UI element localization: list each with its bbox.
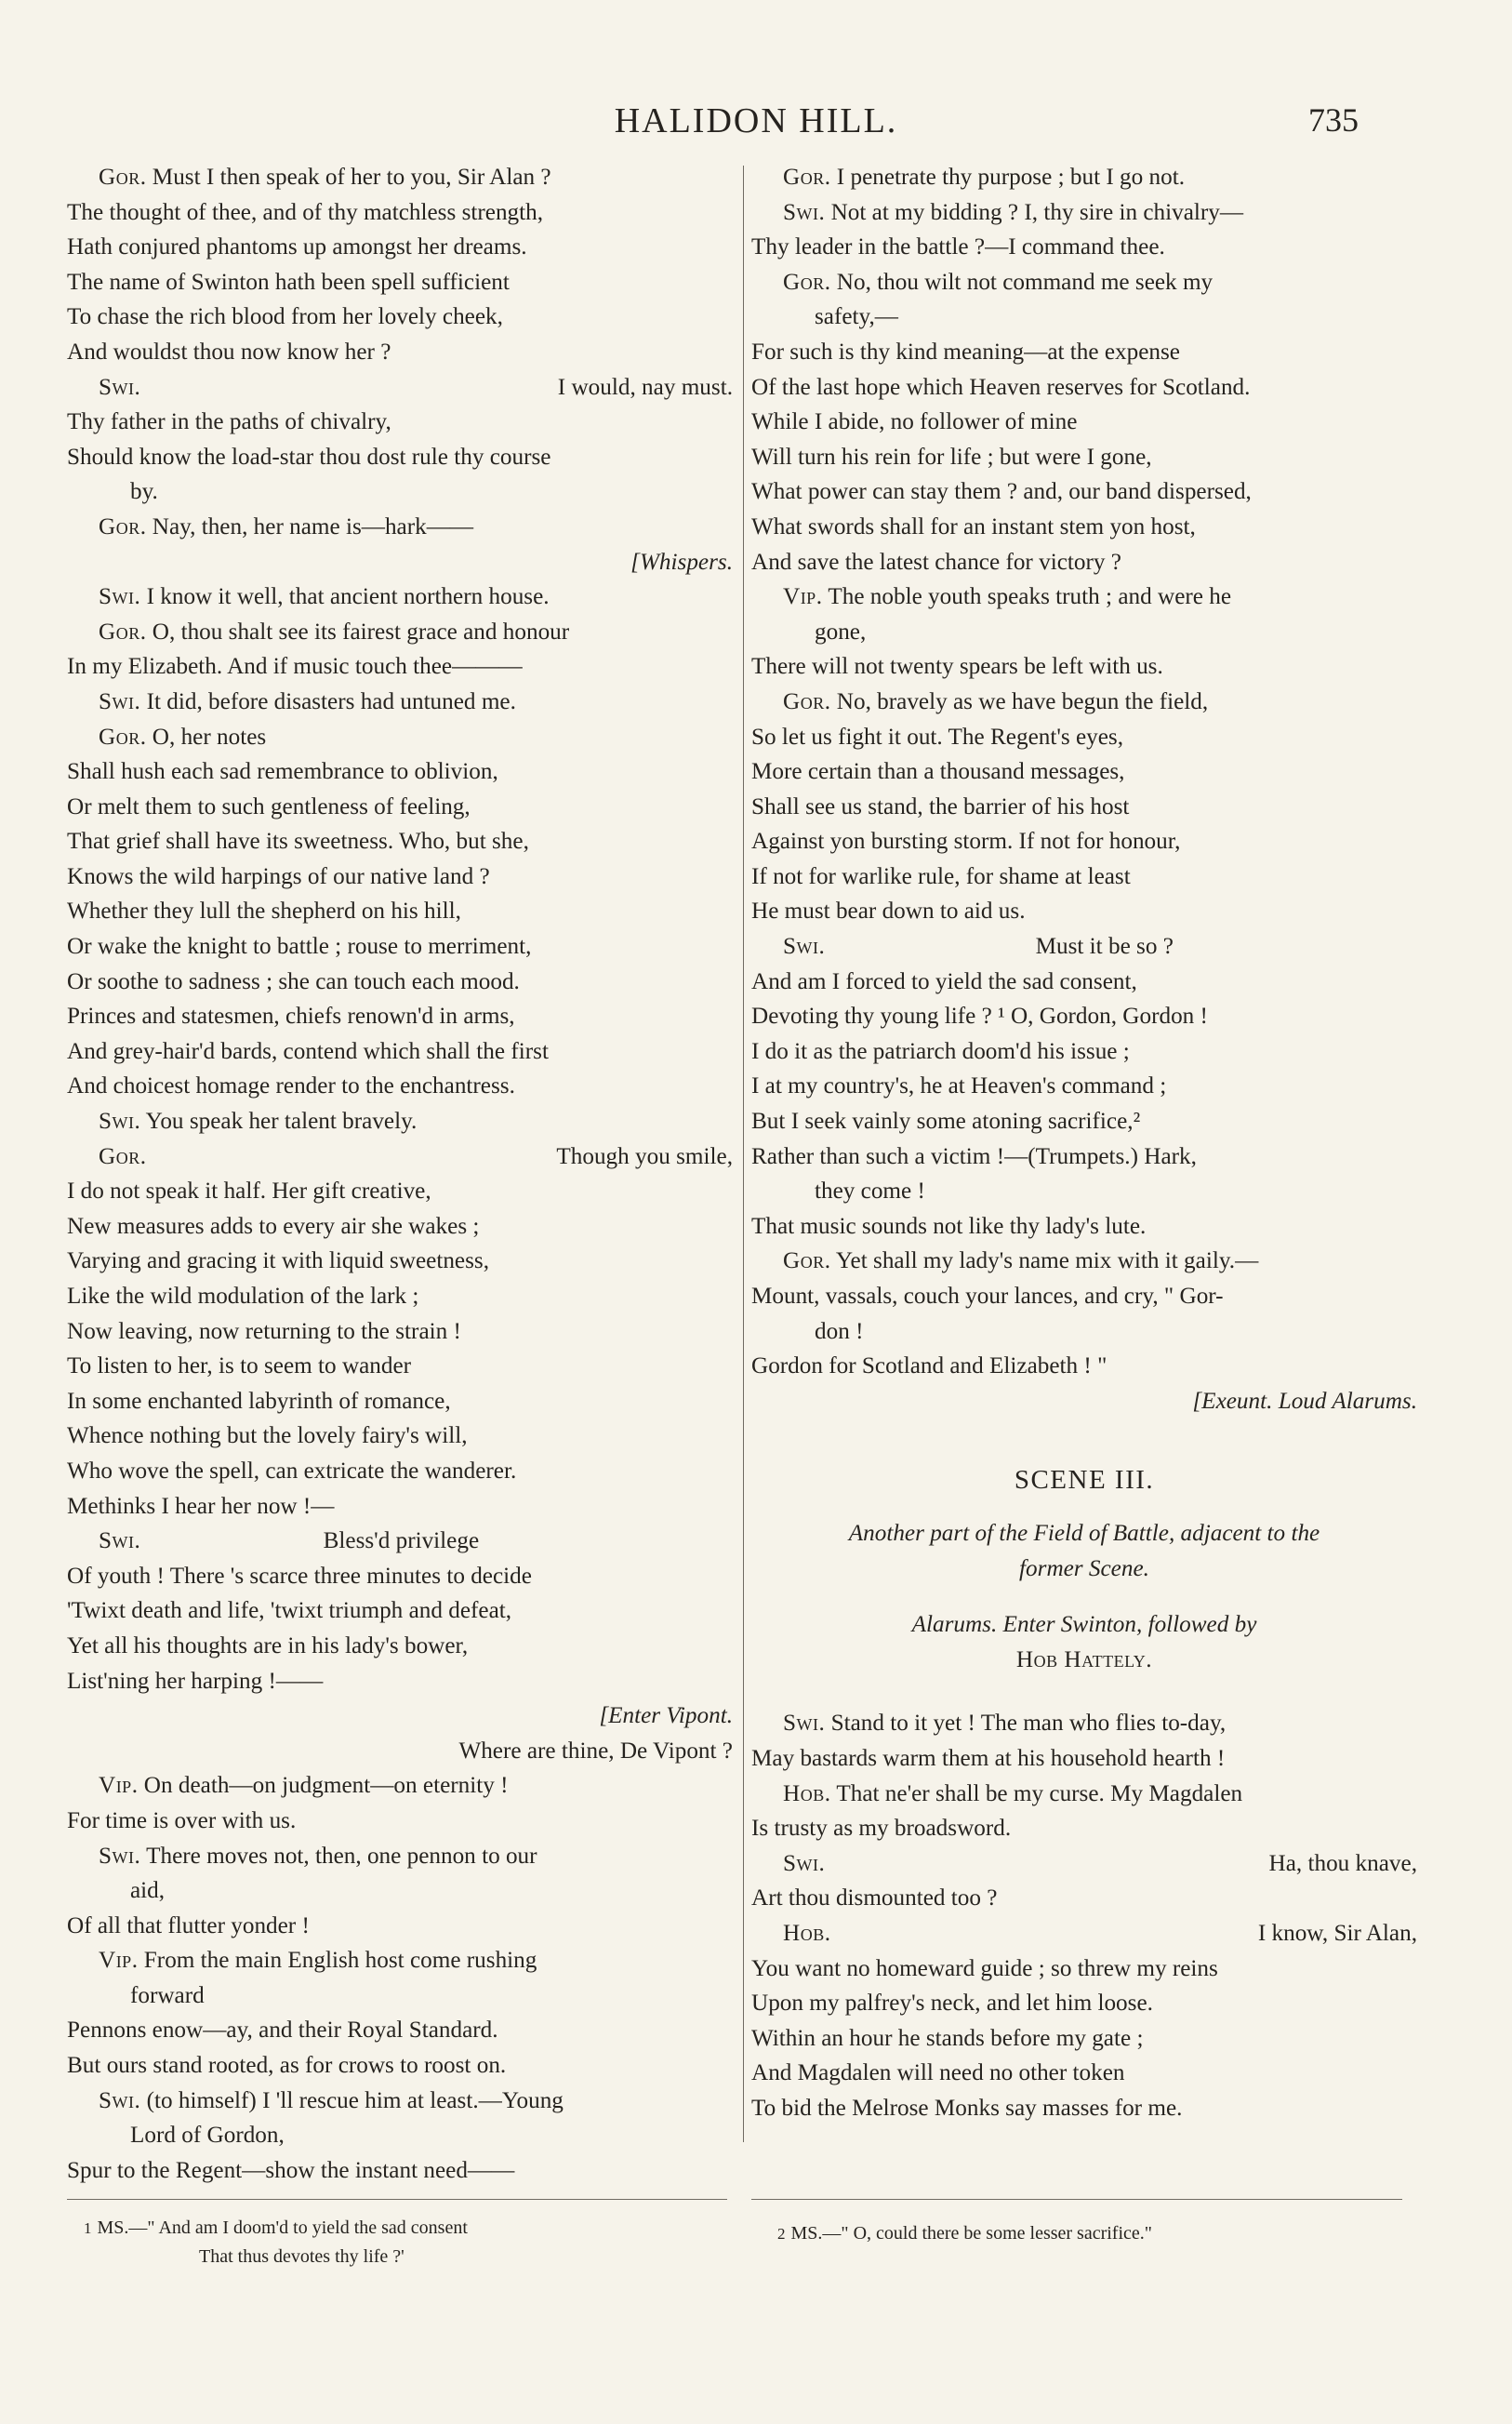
verse-line xyxy=(751,1174,1417,1209)
verse-line xyxy=(67,894,733,929)
verse-line xyxy=(751,1881,1417,1916)
verse-text: You want no homeward guide ; so threw my reins xyxy=(751,1955,1218,1981)
verse-text: If not for warlike rule, for shame at least xyxy=(751,863,1131,889)
verse-line xyxy=(67,1104,733,1139)
verse-line xyxy=(67,1978,733,2014)
verse-line xyxy=(751,685,1417,720)
verse-line xyxy=(67,1873,733,1909)
verse-line xyxy=(751,370,1417,406)
verse-text: gone, xyxy=(815,619,867,645)
speaker-name: Vip. xyxy=(783,584,823,610)
verse-line xyxy=(67,335,733,370)
verse-line xyxy=(751,405,1417,440)
verse-line xyxy=(67,1804,733,1839)
stage-direction: [Whispers. xyxy=(630,549,733,575)
verse-line xyxy=(751,1846,1417,1882)
verse-text: Whence nothing but the lovely fairy's will, xyxy=(67,1423,468,1449)
scene-direction-line: Alarums. Enter Swinton, followed by xyxy=(911,1612,1257,1638)
verse-text: Hath conjured phantoms up amongst her dreams. xyxy=(67,234,527,260)
verse-line xyxy=(67,1559,733,1594)
verse-line xyxy=(67,965,733,1000)
verse-line xyxy=(751,859,1417,895)
verse-line xyxy=(751,1104,1417,1139)
stage-direction: [Enter Vipont. xyxy=(599,1703,733,1729)
verse-line xyxy=(67,195,733,231)
speaker-name: Vip. xyxy=(99,1773,139,1799)
verse-line xyxy=(67,370,733,406)
verse-line xyxy=(67,160,733,195)
speaker-name: Swi. xyxy=(783,1850,826,1876)
verse-text: The thought of thee, and of thy matchless strength, xyxy=(67,199,544,225)
scene-dialogue xyxy=(751,1706,1417,2125)
verse-text: Of the last hope which Heaven reserves for Scotland. xyxy=(751,374,1251,400)
speaker-name: Gor. xyxy=(783,688,831,714)
verse-line xyxy=(751,1706,1417,1741)
verse-text: There moves not, then, one pennon to our xyxy=(146,1843,537,1869)
verse-line xyxy=(751,1986,1417,2021)
scene-direction-line: Hob Hattely. xyxy=(1015,1647,1153,1673)
verse-text: safety,— xyxy=(815,304,898,330)
speaker-name: Swi. xyxy=(99,2087,141,2113)
verse-line xyxy=(67,1524,733,1559)
verse-text: Gordon for Scotland and Elizabeth ! " xyxy=(751,1353,1107,1379)
verse-line xyxy=(751,1916,1417,1951)
verse-text: Spur to the Regent—show the instant need—— xyxy=(67,2157,515,2183)
verse-text: O, her notes xyxy=(152,724,267,750)
verse-text: That music sounds not like thy lady's lute. xyxy=(751,1213,1147,1239)
speaker-name: Gor. xyxy=(99,513,147,539)
verse-text: I at my country's, he at Heaven's command ; xyxy=(751,1073,1167,1099)
verse-text: forward xyxy=(130,1982,205,2008)
speaker-name: Gor. xyxy=(783,165,831,190)
verse-line xyxy=(751,1279,1417,1314)
verse-line xyxy=(751,929,1417,965)
verse-text: No, bravely as we have begun the field, xyxy=(836,688,1209,714)
verse-text: It did, before disasters had untuned me. xyxy=(146,688,516,714)
verse-line xyxy=(751,579,1417,615)
verse-line xyxy=(751,790,1417,825)
verse-text: 'Twixt death and life, 'twixt triumph and defeat, xyxy=(67,1598,512,1624)
verse-text: Is trusty as my broadsword. xyxy=(751,1816,1012,1842)
verse-text: And Magdalen will need no other token xyxy=(751,2060,1125,2086)
verse-line xyxy=(67,1698,733,1734)
running-title: HALIDON HILL. xyxy=(614,101,898,140)
verse-line xyxy=(67,1069,733,1104)
verse-text: To chase the rich blood from her lovely cheek, xyxy=(67,304,503,330)
speaker-name: Gor. xyxy=(783,1248,831,1274)
speaker-name: Swi. xyxy=(99,374,141,400)
verse-text: New measures adds to every air she wakes ; xyxy=(67,1213,480,1239)
verse-text: Stand to it yet ! The man who flies to-day, xyxy=(830,1711,1227,1737)
footnote-left xyxy=(84,2214,468,2271)
verse-line xyxy=(751,1314,1417,1350)
verse-text: Must it be so ? xyxy=(1035,934,1174,960)
verse-line xyxy=(751,300,1417,335)
footnote-line: MS.—" And am I doom'd to yield the sad consent xyxy=(97,2218,468,2238)
verse-line xyxy=(67,2118,733,2153)
verse-text: And am I forced to yield the sad consent, xyxy=(751,968,1137,994)
verse-line xyxy=(67,1839,733,1874)
verse-line xyxy=(751,615,1417,650)
verse-line xyxy=(67,1034,733,1070)
footnote-mark: 2 xyxy=(777,2225,786,2243)
verse-line xyxy=(67,2048,733,2084)
verse-line xyxy=(67,859,733,895)
verse-line xyxy=(751,230,1417,265)
verse-text: And wouldst thou now know her ? xyxy=(67,339,391,365)
verse-text: May bastards warm them at his household hearth ! xyxy=(751,1745,1226,1771)
verse-text: While I abide, no follower of mine xyxy=(751,409,1078,435)
verse-text: More certain than a thousand messages, xyxy=(751,759,1125,785)
scene-direction xyxy=(751,1607,1417,1678)
verse-line xyxy=(67,579,733,615)
verse-text: Nay, then, her name is—hark—— xyxy=(152,513,474,539)
verse-line xyxy=(751,1139,1417,1175)
page-number: 735 xyxy=(1308,101,1359,139)
verse-text: The noble youth speaks truth ; and were he xyxy=(828,584,1232,610)
verse-text: Will turn his rein for life ; but were I gone, xyxy=(751,444,1152,470)
verse-text: To listen to her, is to seem to wander xyxy=(67,1353,412,1379)
verse-line xyxy=(751,649,1417,685)
verse-line xyxy=(751,2091,1417,2126)
verse-text: For such is thy kind meaning—at the expense xyxy=(751,339,1180,365)
verse-line xyxy=(751,160,1417,195)
speaker-name: Swi. xyxy=(99,1528,141,1554)
verse-line xyxy=(67,1279,733,1314)
verse-line xyxy=(751,2056,1417,2091)
footnote-right xyxy=(777,2219,1152,2248)
verse-text: And save the latest chance for victory ? xyxy=(751,549,1121,575)
verse-text: To bid the Melrose Monks say masses for me. xyxy=(751,2095,1183,2121)
speaker-name: Hob. xyxy=(783,1780,831,1806)
verse-line xyxy=(67,510,733,545)
verse-line xyxy=(67,1943,733,1978)
verse-text: I know it well, that ancient northern house. xyxy=(146,584,550,610)
verse-text: Varying and gracing it with liquid sweetness, xyxy=(67,1248,489,1274)
verse-text: Upon my palfrey's neck, and let him loose. xyxy=(751,1991,1153,2017)
verse-line xyxy=(751,195,1417,231)
column-divider xyxy=(743,166,744,2142)
speaker-name: Gor. xyxy=(99,1143,147,1169)
speaker-name: Swi. xyxy=(783,199,826,225)
verse-line xyxy=(751,1069,1417,1104)
verse-line xyxy=(67,474,733,510)
verse-text: by. xyxy=(130,479,158,505)
verse-line xyxy=(67,2084,733,2119)
verse-line xyxy=(751,1777,1417,1812)
stage-direction: [Exeunt. Loud Alarums. xyxy=(1192,1388,1417,1414)
verse-text: Shall hush each sad remembrance to oblivion, xyxy=(67,759,498,785)
verse-line xyxy=(751,1811,1417,1846)
scene-location-line: Another part of the Field of Battle, adjacent to the xyxy=(848,1521,1320,1547)
speaker-name: Vip. xyxy=(99,1948,139,1974)
verse-line xyxy=(751,545,1417,580)
verse-text: There will not twenty spears be left with us. xyxy=(751,654,1163,680)
verse-line xyxy=(751,440,1417,475)
verse-line xyxy=(67,790,733,825)
footnote-rule-left xyxy=(67,2199,727,2200)
footnote-line: That thus devotes thy life ?' xyxy=(199,2246,405,2267)
scene-title: SCENE III. xyxy=(1014,1465,1155,1496)
verse-line xyxy=(67,929,733,965)
verse-line xyxy=(751,510,1417,545)
speaker-name: Hob. xyxy=(783,1920,831,1946)
verse-line xyxy=(751,1384,1417,1419)
verse-line xyxy=(67,1314,733,1350)
verse-text: Shall see us stand, the barrier of his host xyxy=(751,793,1130,819)
verse-text: Of all that flutter yonder ! xyxy=(67,1912,310,1938)
verse-line xyxy=(751,965,1417,1000)
verse-text: aid, xyxy=(130,1878,166,1904)
verse-line xyxy=(67,1384,733,1419)
verse-text: Princes and statesmen, chiefs renown'd in arms, xyxy=(67,1004,515,1030)
verse-text: Mount, vassals, couch your lances, and cry, " Gor- xyxy=(751,1284,1224,1309)
verse-text: Where are thine, De Vipont ? xyxy=(458,1738,733,1764)
left-column xyxy=(67,160,733,2188)
speaker-name: Swi. xyxy=(99,584,141,610)
verse-text: The name of Swinton hath been spell sufficient xyxy=(67,269,510,295)
verse-text: No, thou wilt not command me seek my xyxy=(836,269,1214,295)
verse-line xyxy=(67,1909,733,1944)
verse-line xyxy=(67,824,733,859)
verse-line xyxy=(67,685,733,720)
verse-text: they come ! xyxy=(815,1179,925,1205)
verse-text: That ne'er shall be my curse. My Magdalen xyxy=(836,1780,1243,1806)
verse-line xyxy=(751,894,1417,929)
verse-text: Yet shall my lady's name mix with it gaily.— xyxy=(835,1248,1259,1274)
verse-line xyxy=(67,1489,733,1525)
verse-line xyxy=(751,824,1417,859)
verse-line xyxy=(67,1768,733,1804)
verse-line xyxy=(67,999,733,1034)
verse-text: I do not speak it half. Her gift creative, xyxy=(67,1179,431,1205)
verse-text: Though you smile, xyxy=(556,1143,733,1169)
verse-line xyxy=(751,1209,1417,1245)
verse-text: don ! xyxy=(815,1318,864,1344)
footnote-line: MS.—" O, could there be some lesser sacrifice." xyxy=(790,2223,1152,2244)
verse-text: (to himself) I 'll rescue him at least.—Young xyxy=(146,2087,564,2113)
verse-line xyxy=(67,649,733,685)
verse-line xyxy=(67,1734,733,1769)
verse-text: Yet all his thoughts are in his lady's bower, xyxy=(67,1632,469,1658)
verse-text: You speak her talent bravely. xyxy=(145,1109,418,1135)
verse-line xyxy=(751,999,1417,1034)
verse-line xyxy=(67,545,733,580)
verse-text: Bless'd privilege xyxy=(323,1528,480,1554)
verse-line xyxy=(751,1349,1417,1384)
verse-text: Devoting thy young life ? ¹ O, Gordon, Gordon ! xyxy=(751,1004,1208,1030)
verse-line xyxy=(751,1951,1417,1987)
verse-text: Art thou dismounted too ? xyxy=(751,1885,998,1911)
speaker-name: Swi. xyxy=(783,1711,826,1737)
verse-line xyxy=(67,720,733,755)
verse-line xyxy=(67,1664,733,1699)
verse-text: Lord of Gordon, xyxy=(130,2123,285,2149)
verse-line xyxy=(751,265,1417,300)
footnote-rule-right xyxy=(751,2199,1402,2200)
verse-text: Or soothe to sadness ; she can touch each mood. xyxy=(67,968,520,994)
verse-text: From the main English host come rushing xyxy=(143,1948,537,1974)
verse-text: But ours stand rooted, as for crows to roost on. xyxy=(67,2053,507,2079)
verse-text: Thy leader in the battle ?—I command thee. xyxy=(751,234,1165,260)
verse-line xyxy=(67,615,733,650)
verse-line xyxy=(751,1034,1417,1070)
verse-line xyxy=(67,1349,733,1384)
footnote-mark: 1 xyxy=(84,2219,92,2237)
verse-text: Within an hour he stands before my gate ; xyxy=(751,2025,1144,2051)
verse-line xyxy=(751,754,1417,790)
verse-text: What power can stay them ? and, our band dispersed, xyxy=(751,479,1252,505)
running-head xyxy=(0,100,1512,138)
verse-line xyxy=(67,230,733,265)
verse-text: That grief shall have its sweetness. Who, but she, xyxy=(67,829,529,855)
right-column xyxy=(751,160,1417,2126)
verse-text: Should know the load-star thou dost rule thy course xyxy=(67,444,551,470)
verse-line xyxy=(751,1244,1417,1279)
verse-text: O, thou shalt see its fairest grace and honour xyxy=(152,619,570,645)
verse-line xyxy=(67,1454,733,1489)
verse-line xyxy=(751,2021,1417,2057)
verse-line xyxy=(67,440,733,475)
verse-text: Must I then speak of her to you, Sir Alan ? xyxy=(152,165,551,190)
verse-text: For time is over with us. xyxy=(67,1807,297,1833)
scene-location xyxy=(751,1516,1417,1587)
verse-line xyxy=(67,1174,733,1209)
scene-location-line: former Scene. xyxy=(1019,1556,1149,1582)
verse-text: Or melt them to such gentleness of feeling, xyxy=(67,793,471,819)
verse-text: Knows the wild harpings of our native land ? xyxy=(67,863,490,889)
verse-line xyxy=(67,2153,733,2189)
verse-text: In some enchanted labyrinth of romance, xyxy=(67,1388,451,1414)
verse-text: Against yon bursting storm. If not for honour, xyxy=(751,829,1181,855)
verse-text: I do it as the patriarch doom'd his issue ; xyxy=(751,1038,1130,1064)
verse-text: Not at my bidding ? I, thy sire in chivalry— xyxy=(830,199,1244,225)
verse-text: What swords shall for an instant stem yon host, xyxy=(751,513,1196,539)
verse-line xyxy=(751,1741,1417,1777)
verse-line xyxy=(67,1418,733,1454)
verse-text: Pennons enow—ay, and their Royal Standard. xyxy=(67,2018,498,2044)
verse-line xyxy=(67,754,733,790)
verse-line xyxy=(751,335,1417,370)
verse-text: Whether they lull the shepherd on his hill, xyxy=(67,899,461,925)
verse-line xyxy=(751,474,1417,510)
verse-text: Like the wild modulation of the lark ; xyxy=(67,1284,419,1309)
speaker-name: Swi. xyxy=(99,1843,141,1869)
verse-line xyxy=(751,720,1417,755)
verse-text: I would, nay must. xyxy=(557,374,733,400)
verse-text: I know, Sir Alan, xyxy=(1257,1920,1417,1946)
verse-text: Ha, thou knave, xyxy=(1268,1850,1417,1876)
verse-line xyxy=(67,1244,733,1279)
verse-text: I penetrate thy purpose ; but I go not. xyxy=(836,165,1186,190)
verse-text: But I seek vainly some atoning sacrifice,² xyxy=(751,1109,1141,1135)
speaker-name: Swi. xyxy=(99,1109,141,1135)
verse-text: On death—on judgment—on eternity ! xyxy=(143,1773,509,1799)
verse-line xyxy=(67,1139,733,1175)
verse-text: So let us fight it out. The Regent's eyes, xyxy=(751,724,1124,750)
verse-text: Thy father in the paths of chivalry, xyxy=(67,409,391,435)
verse-text: And grey-hair'd bards, contend which shall the first xyxy=(67,1038,549,1064)
verse-line xyxy=(67,1629,733,1664)
speaker-name: Swi. xyxy=(99,688,141,714)
right-column-dialogue xyxy=(751,160,1417,1418)
verse-line xyxy=(67,300,733,335)
verse-line xyxy=(67,1593,733,1629)
speaker-name: Gor. xyxy=(783,269,831,295)
verse-text: Rather than such a victim !—(Trumpets.) Hark, xyxy=(751,1143,1197,1169)
speaker-name: Swi. xyxy=(783,934,826,960)
verse-line xyxy=(67,2013,733,2048)
speaker-name: Gor. xyxy=(99,724,147,750)
verse-line xyxy=(67,405,733,440)
speaker-name: Gor. xyxy=(99,165,147,190)
verse-text: List'ning her harping !—— xyxy=(67,1668,324,1694)
verse-text: In my Elizabeth. And if music touch thee——— xyxy=(67,654,523,680)
verse-text: Methinks I hear her now !— xyxy=(67,1493,335,1519)
speaker-name: Gor. xyxy=(99,619,147,645)
verse-text: Who wove the spell, can extricate the wanderer. xyxy=(67,1458,517,1484)
verse-line xyxy=(67,265,733,300)
verse-text: Now leaving, now returning to the strain ! xyxy=(67,1318,461,1344)
verse-text: He must bear down to aid us. xyxy=(751,899,1026,925)
verse-text: And choicest homage render to the enchantress. xyxy=(67,1073,515,1099)
verse-text: Or wake the knight to battle ; rouse to merriment, xyxy=(67,934,532,960)
verse-line xyxy=(67,1209,733,1245)
verse-text: Of youth ! There 's scarce three minutes to decide xyxy=(67,1563,532,1589)
